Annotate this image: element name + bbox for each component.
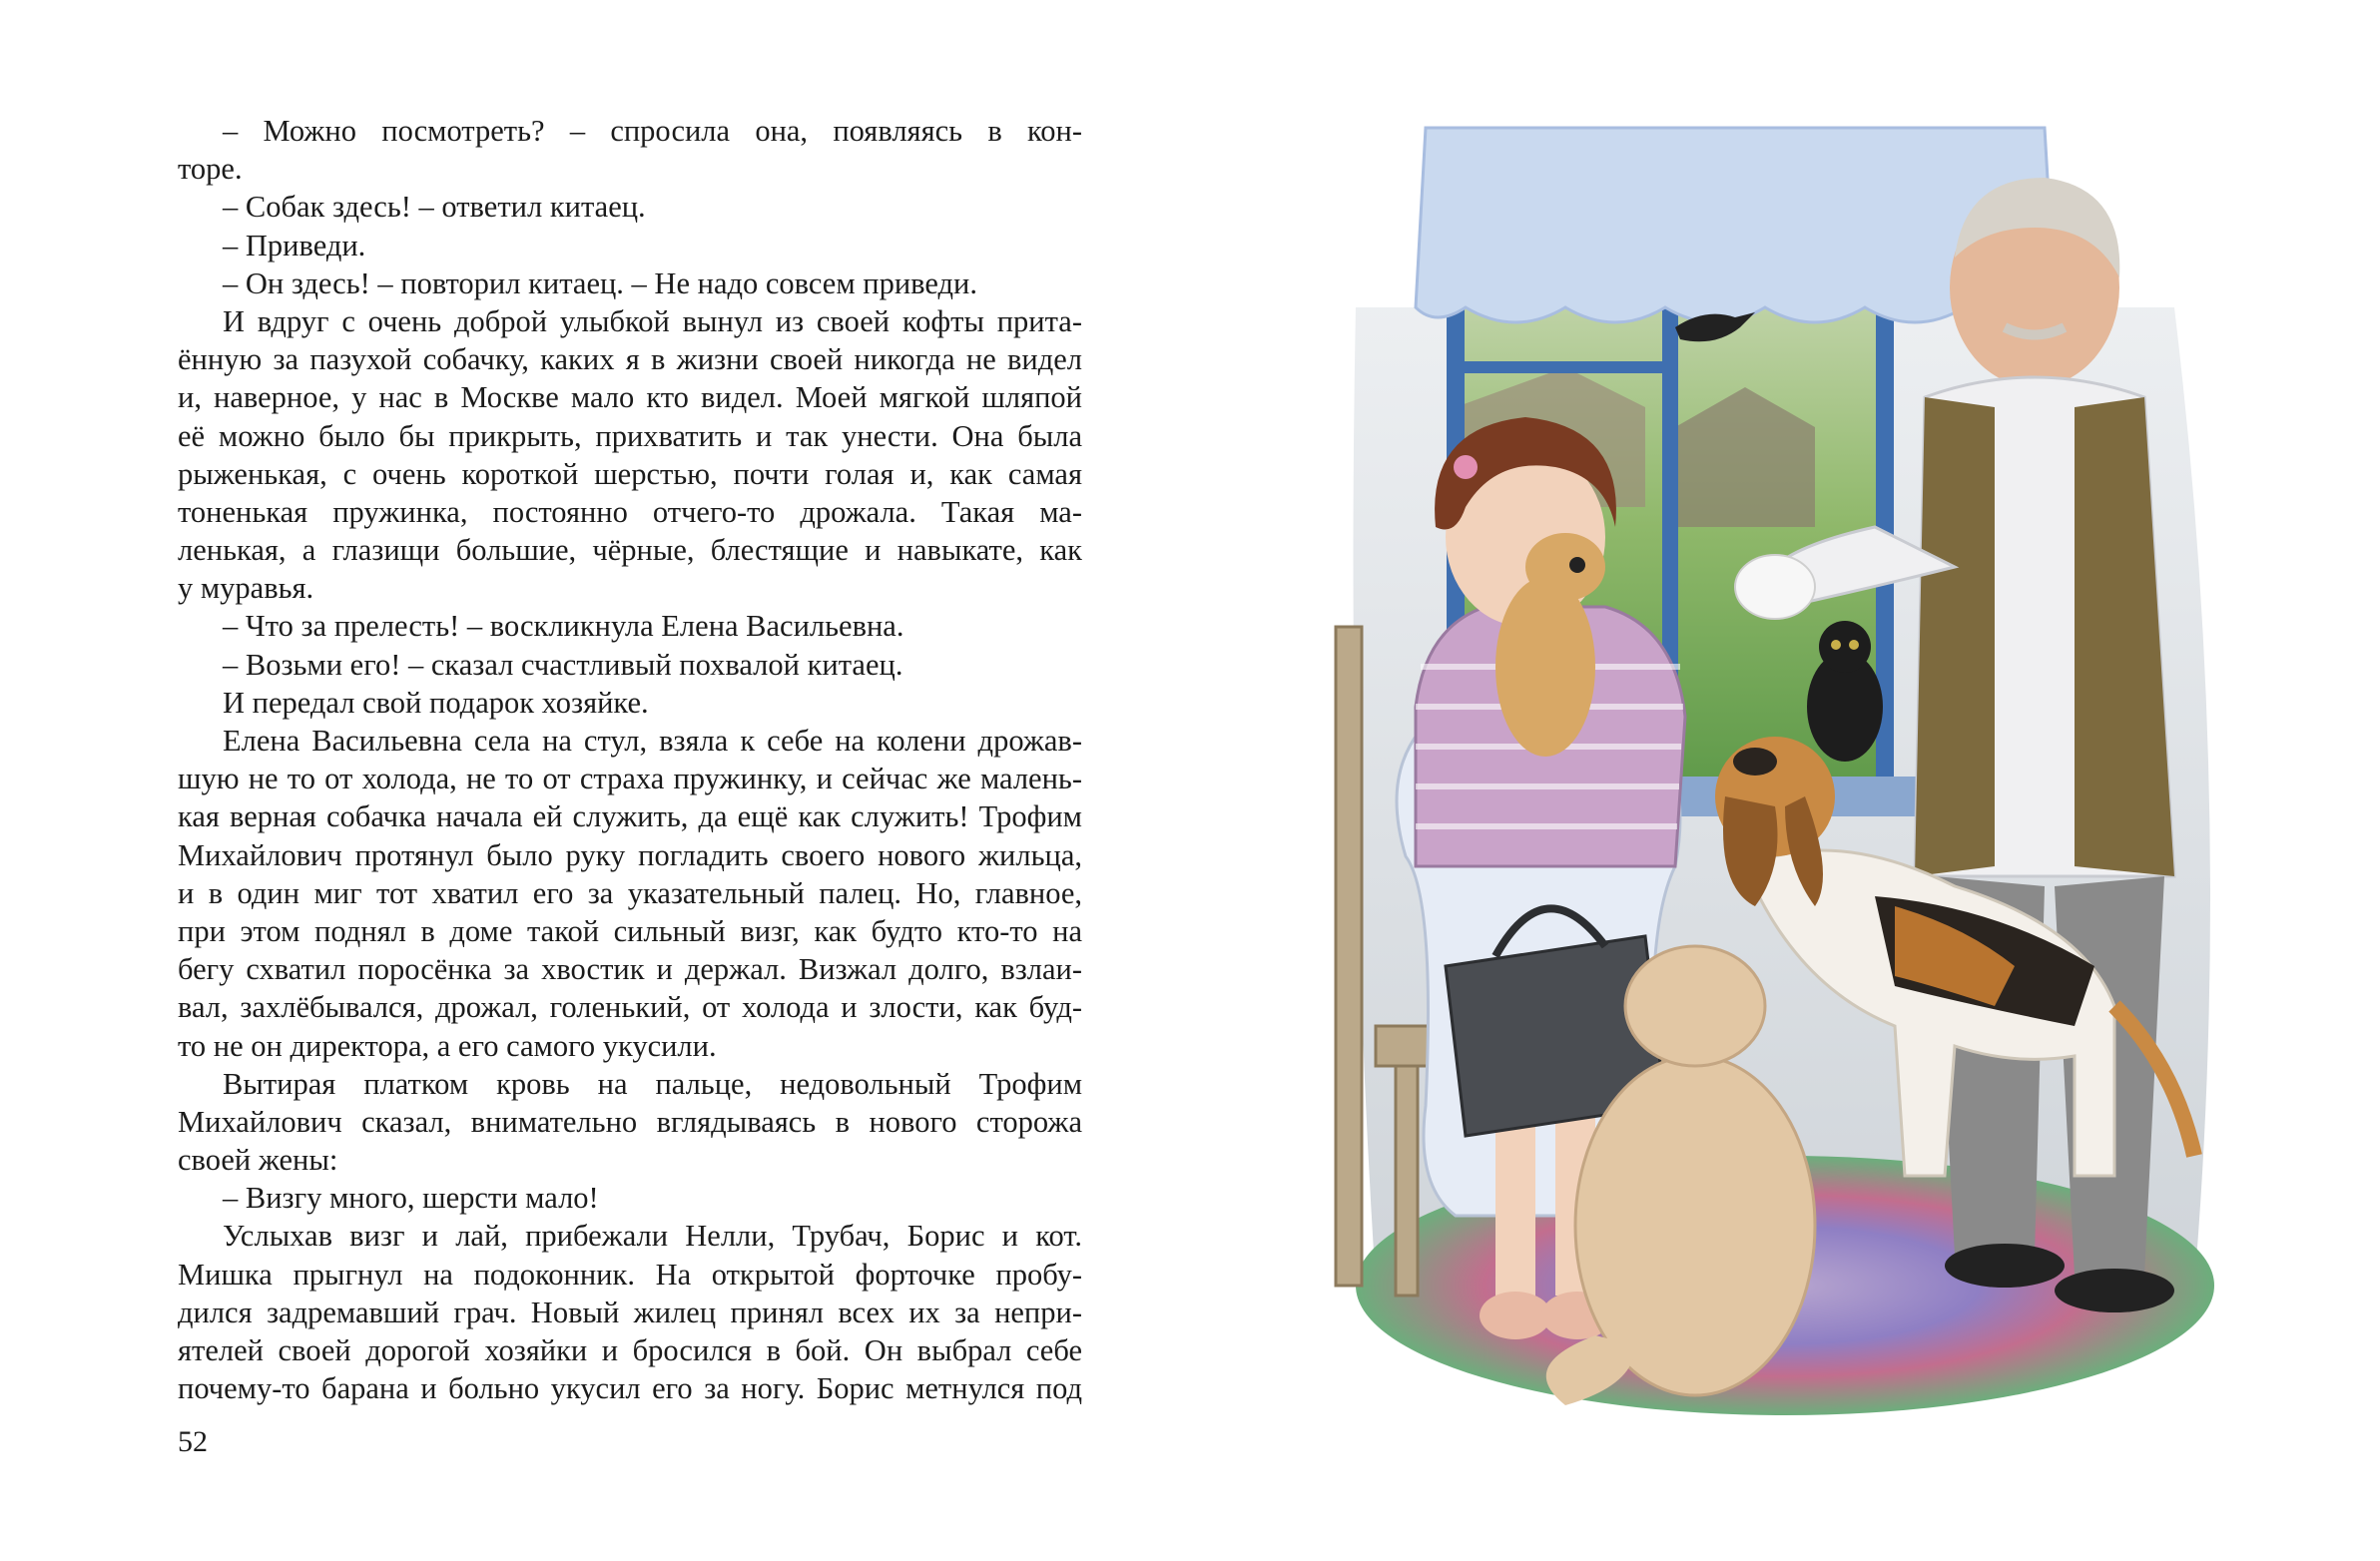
text-line: бегу схватил поросёнка за хвостик и держал. Визжал долго, взлаи- bbox=[178, 952, 1082, 987]
text-line: И вдруг с очень доброй улыбкой вынул из своей кофты прита- bbox=[223, 303, 1082, 338]
text-line: Вытирая платком кровь на пальце, недовольный Трофим bbox=[223, 1066, 1082, 1101]
text-line: вал, захлёбывался, дрожал, голенький, от холода и злости, как буд- bbox=[178, 990, 1082, 1025]
text-line: Услыхав визг и лай, прибежали Нелли, Трубач, Борис и кот. bbox=[223, 1219, 1082, 1254]
text-line: у муравья. bbox=[178, 571, 314, 606]
text-line: то не он директора, а его самого укусили. bbox=[178, 1028, 717, 1063]
text-line: – Что за прелесть! – воскликнула Елена Васильевна. bbox=[223, 609, 904, 644]
page-number: 52 bbox=[178, 1425, 208, 1458]
text-line: ённую за пазухой собачку, каких я в жизни своей никогда не видел bbox=[178, 342, 1082, 377]
text-line: и в один миг тот хватил его за указательный палец. Но, главное, bbox=[178, 875, 1082, 910]
text-line: почему-то барана и больно укусил его за ногу. Борис метнулся под bbox=[178, 1371, 1082, 1406]
text-line: И передал свой подарок хозяйке. bbox=[223, 685, 649, 720]
text-line: ленькая, а глазищи большие, чёрные, блестящие и навыкате, как bbox=[178, 533, 1082, 568]
text-line: – Он здесь! – повторил китаец. – Не надо совсем приведи. bbox=[223, 265, 977, 300]
text-line: Михайлович сказал, внимательно вглядываясь в нового сторожа bbox=[178, 1104, 1082, 1139]
text-line: Мишка прыгнул на подоконник. На открытой форточке пробу- bbox=[178, 1257, 1082, 1292]
text-line: шую не то от холода, не то от страха пружинку, и сейчас же малень- bbox=[178, 762, 1082, 796]
text-line: – Возьми его! – сказал счастливый похвалой китаец. bbox=[223, 647, 903, 682]
text-line: – Собак здесь! – ответил китаец. bbox=[223, 190, 646, 225]
text-line: и, наверное, у нас в Москве мало кто видел. Моей мягкой шляпой bbox=[178, 380, 1082, 415]
text-line: – Приведи. bbox=[223, 228, 366, 262]
text-line: Михайлович протянул было руку погладить своего нового жильца, bbox=[178, 837, 1082, 872]
text-line: тоненькая пружинка, постоянно отчего-то дрожала. Такая ма- bbox=[178, 494, 1082, 529]
text-line: ятелей своей дорогой хозяйки и бросился в бой. Он выбрал себе bbox=[178, 1333, 1082, 1367]
text-line: рыженькая, с очень короткой шерстью, почти голая и, как самая bbox=[178, 456, 1082, 491]
text-line: при этом поднял в доме такой сильный визг, как будто кто-то на bbox=[178, 913, 1082, 948]
illustration-art bbox=[1316, 108, 2254, 1435]
text-line: торе. bbox=[178, 152, 243, 187]
text-line: – Визгу много, шерсти мало! bbox=[223, 1181, 599, 1216]
text-line: – Можно посмотреть? – спросила она, появляясь в кон- bbox=[223, 114, 1082, 148]
book-illustration bbox=[1316, 108, 2254, 1435]
text-line: кая верная собачка начала ей служить, да ещё как служить! Трофим bbox=[178, 799, 1082, 834]
body-text bbox=[178, 112, 1082, 1407]
text-line: своей жены: bbox=[178, 1143, 338, 1178]
text-line: дился задремавший грач. Новый жилец принял всех их за непри- bbox=[178, 1295, 1082, 1329]
text-line: её можно было бы прикрыть, прихватить и так унести. Она была bbox=[178, 418, 1082, 453]
text-line: Елена Васильевна села на стул, взяла к себе на колени дрожав- bbox=[223, 724, 1082, 758]
